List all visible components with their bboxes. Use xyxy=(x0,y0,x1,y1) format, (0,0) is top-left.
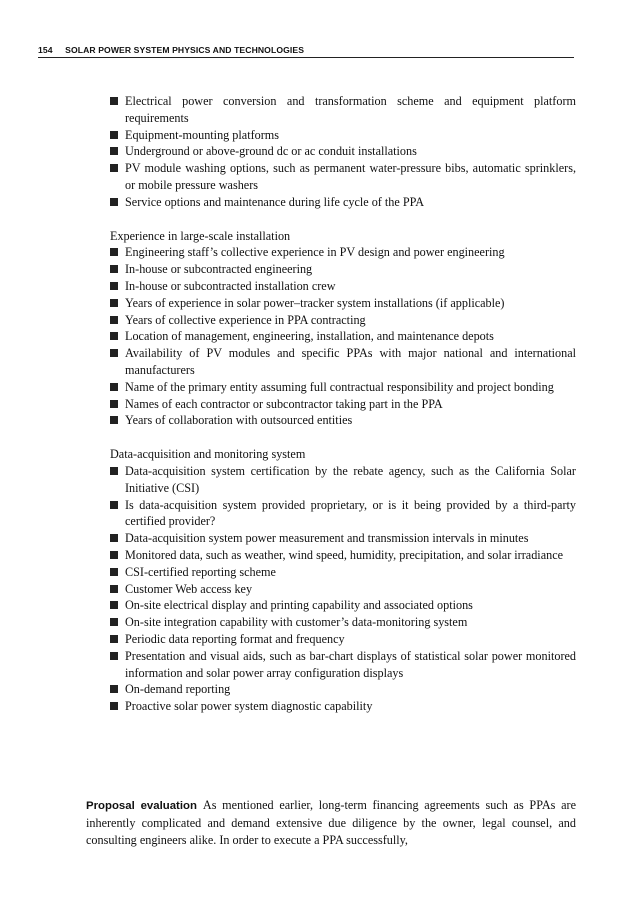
square-bullet-icon xyxy=(110,685,118,693)
list-item: PV module washing options, such as permanent water-pressure bibs, automatic sprinklers, or mobile pressure washers xyxy=(110,160,576,194)
list-item: Years of experience in solar power–tracker system installations (if applicable) xyxy=(110,295,576,312)
list-item: Engineering staff’s collective experience in PV design and power engineering xyxy=(110,244,576,261)
continued-list xyxy=(110,93,576,211)
square-bullet-icon xyxy=(110,198,118,206)
proposal-text: As mentioned earlier, long-term financing agreements such as PPAs are inherently complicated and demand extensive due diligence by the owner, legal counsel, and consulting engineers alike. In order to execute a PPA successfully, xyxy=(86,798,576,847)
data-acquisition-section xyxy=(110,446,576,715)
list-item: In-house or subcontracted engineering xyxy=(110,261,576,278)
list-item: Years of collaboration with outsourced entities xyxy=(110,412,576,429)
list-item: Names of each contractor or subcontractor taking part in the PPA xyxy=(110,396,576,413)
list-item: On-site integration capability with customer’s data-monitoring system xyxy=(110,614,576,631)
section-title: Data-acquisition and monitoring system xyxy=(110,447,306,462)
square-bullet-icon xyxy=(110,299,118,307)
list-item: On-demand reporting xyxy=(110,681,576,698)
section-title: Experience in large-scale installation xyxy=(110,228,291,243)
experience-list xyxy=(110,244,576,429)
square-bullet-icon xyxy=(110,551,118,559)
list-item: Availability of PV modules and specific PPAs with major national and international manufacturers xyxy=(110,345,576,379)
square-bullet-icon xyxy=(110,635,118,643)
list-item: Location of management, engineering, installation, and maintenance depots xyxy=(110,328,576,345)
proposal-paragraph xyxy=(86,797,576,848)
list-item: Equipment-mounting platforms xyxy=(110,127,576,144)
running-title: SOLAR POWER SYSTEM PHYSICS AND TECHNOLOGIES xyxy=(65,45,305,55)
square-bullet-icon xyxy=(110,702,118,710)
square-bullet-icon xyxy=(110,164,118,172)
square-bullet-icon xyxy=(110,383,118,391)
square-bullet-icon xyxy=(110,568,118,576)
list-item: Electrical power conversion and transformation scheme and equipment platform requirements xyxy=(110,93,576,127)
list-item: In-house or subcontracted installation crew xyxy=(110,278,576,295)
list-item: Data-acquisition system certification by the rebate agency, such as the California Solar Initiative (CSI) xyxy=(110,463,576,497)
square-bullet-icon xyxy=(110,601,118,609)
list-item: Monitored data, such as weather, wind speed, humidity, precipitation, and solar irradiance xyxy=(110,547,576,564)
square-bullet-icon xyxy=(110,400,118,408)
list-item: Periodic data reporting format and frequency xyxy=(110,631,576,648)
running-header xyxy=(38,44,574,58)
main-content xyxy=(110,93,576,715)
square-bullet-icon xyxy=(110,282,118,290)
square-bullet-icon xyxy=(110,131,118,139)
list-item: Service options and maintenance during life cycle of the PPA xyxy=(110,194,576,211)
square-bullet-icon xyxy=(110,585,118,593)
list-item: Underground or above-ground dc or ac conduit installations xyxy=(110,143,576,160)
square-bullet-icon xyxy=(110,652,118,660)
experience-section xyxy=(110,228,576,430)
proposal-heading: Proposal evaluation xyxy=(86,800,197,813)
list-item: Presentation and visual aids, such as bar-chart displays of statistical solar power monitored information and solar power array configuration displays xyxy=(110,648,576,682)
page-number: 154 xyxy=(38,45,53,55)
square-bullet-icon xyxy=(110,316,118,324)
list-item: Data-acquisition system power measurement and transmission intervals in minutes xyxy=(110,530,576,547)
list-item: CSI-certified reporting scheme xyxy=(110,564,576,581)
square-bullet-icon xyxy=(110,467,118,475)
square-bullet-icon xyxy=(110,501,118,509)
data-acquisition-list xyxy=(110,463,576,715)
square-bullet-icon xyxy=(110,97,118,105)
square-bullet-icon xyxy=(110,147,118,155)
list-item: Is data-acquisition system provided proprietary, or is it being provided by a third-party certified provider? xyxy=(110,497,576,531)
square-bullet-icon xyxy=(110,416,118,424)
list-item: On-site electrical display and printing capability and associated options xyxy=(110,597,576,614)
square-bullet-icon xyxy=(110,349,118,357)
square-bullet-icon xyxy=(110,618,118,626)
square-bullet-icon xyxy=(110,534,118,542)
list-item: Customer Web access key xyxy=(110,581,576,598)
list-item: Years of collective experience in PPA contracting xyxy=(110,312,576,329)
square-bullet-icon xyxy=(110,248,118,256)
square-bullet-icon xyxy=(110,332,118,340)
list-item: Name of the primary entity assuming full contractual responsibility and project bonding xyxy=(110,379,576,396)
list-item: Proactive solar power system diagnostic capability xyxy=(110,698,576,715)
square-bullet-icon xyxy=(110,265,118,273)
